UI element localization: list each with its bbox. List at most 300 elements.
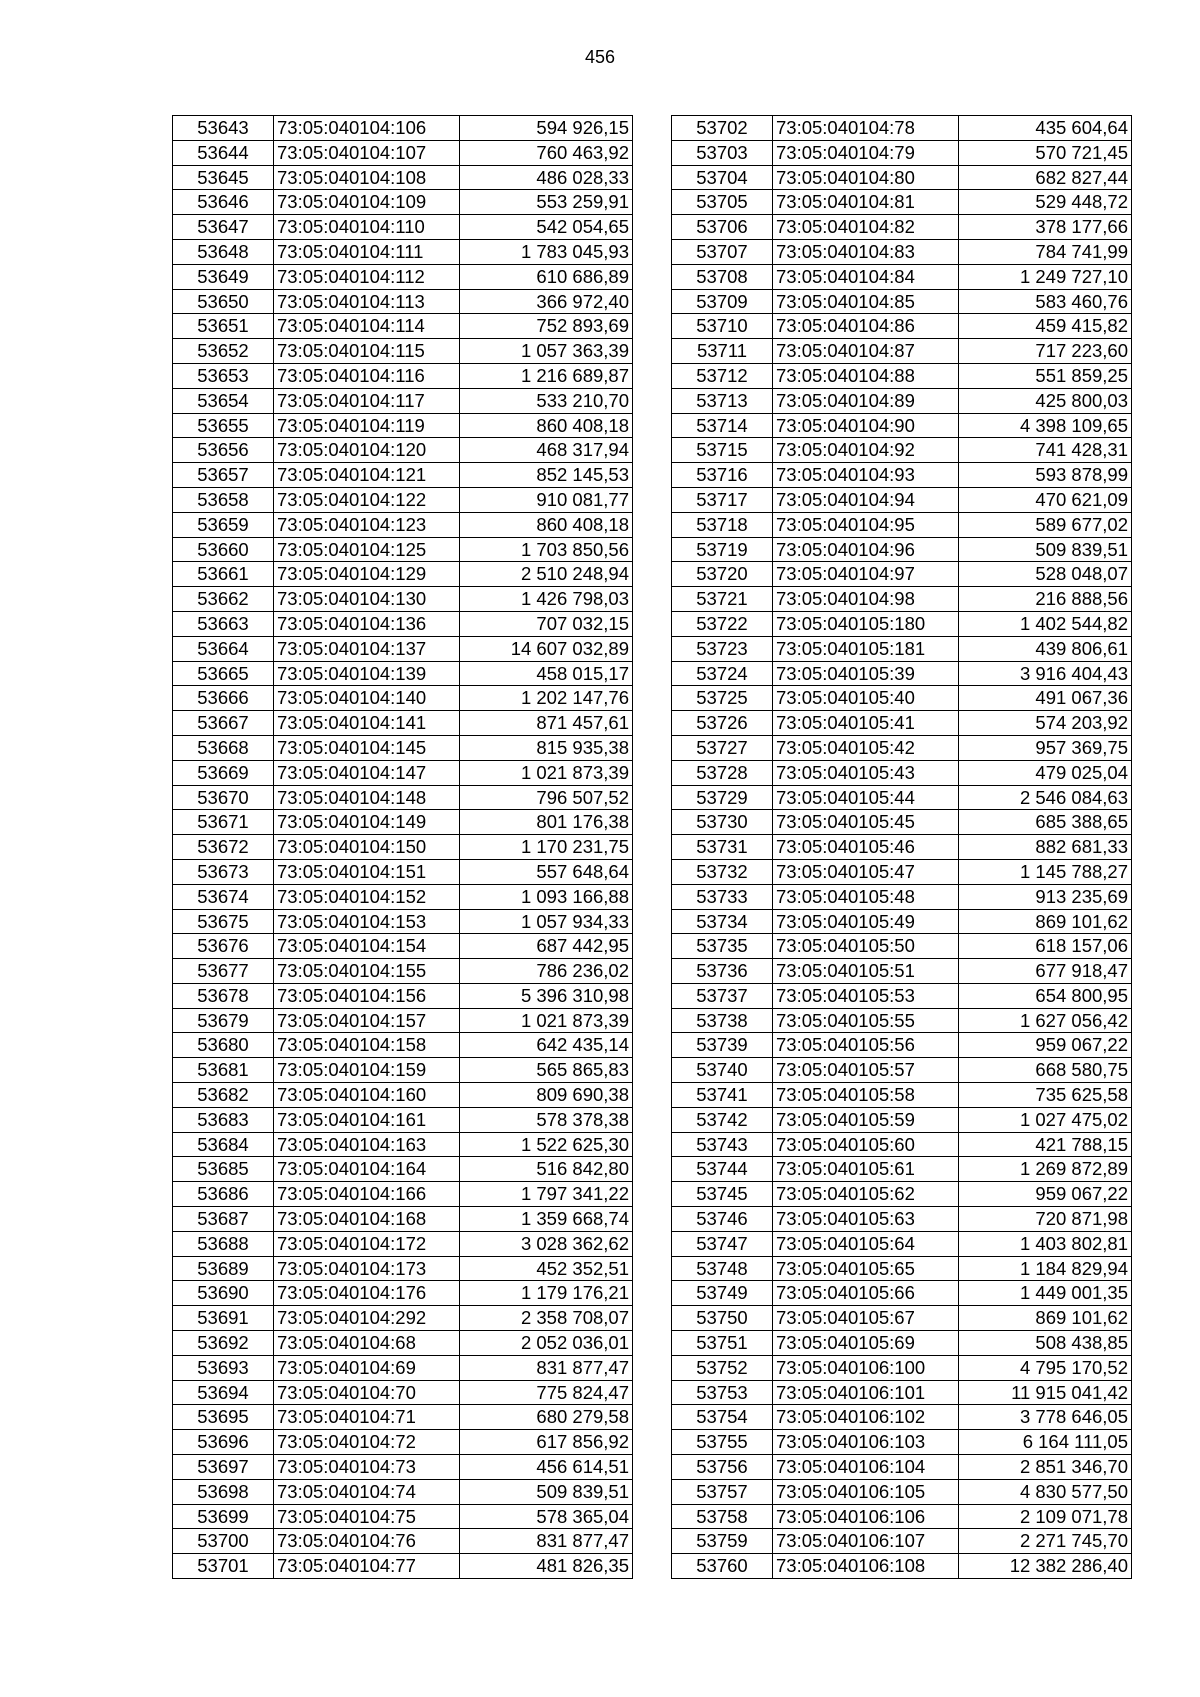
row-number-cell: 53660 [173,537,274,562]
cadastral-number-cell: 73:05:040104:78 [773,116,959,141]
value-cell: 542 054,65 [460,215,633,240]
table-row [173,1455,633,1480]
table-row [672,983,1132,1008]
table-row [672,438,1132,463]
table-row [173,909,633,934]
row-number-cell: 53725 [672,686,773,711]
table-row [672,859,1132,884]
row-number-cell: 53702 [672,116,773,141]
value-cell: 1 057 934,33 [460,909,633,934]
row-number-cell: 53681 [173,1058,274,1083]
cadastral-number-cell: 73:05:040104:157 [274,1008,460,1033]
row-number-cell: 53647 [173,215,274,240]
row-number-cell: 53699 [173,1504,274,1529]
row-number-cell: 53690 [173,1281,274,1306]
value-cell: 1 145 788,27 [959,859,1132,884]
row-number-cell: 53650 [173,289,274,314]
table-row [173,884,633,909]
table-row [173,314,633,339]
value-cell: 717 223,60 [959,339,1132,364]
row-number-cell: 53686 [173,1182,274,1207]
table-row [173,1231,633,1256]
table-row [672,537,1132,562]
row-number-cell: 53643 [173,116,274,141]
cadastral-number-cell: 73:05:040104:80 [773,165,959,190]
value-cell: 860 408,18 [460,413,633,438]
cadastral-number-cell: 73:05:040104:68 [274,1331,460,1356]
table-row [173,983,633,1008]
value-cell: 1 027 475,02 [959,1107,1132,1132]
value-cell: 959 067,22 [959,1033,1132,1058]
value-cell: 815 935,38 [460,735,633,760]
value-cell: 425 800,03 [959,388,1132,413]
row-number-cell: 53707 [672,239,773,264]
cadastral-number-cell: 73:05:040104:69 [274,1355,460,1380]
cadastral-number-cell: 73:05:040105:56 [773,1033,959,1058]
cadastral-number-cell: 73:05:040104:149 [274,810,460,835]
table-row [672,1256,1132,1281]
cadastral-number-cell: 73:05:040105:64 [773,1231,959,1256]
table-row [672,562,1132,587]
row-number-cell: 53732 [672,859,773,884]
row-number-cell: 53669 [173,760,274,785]
table-row [672,1306,1132,1331]
table-row [672,760,1132,785]
value-cell: 456 614,51 [460,1455,633,1480]
cadastral-number-cell: 73:05:040104:121 [274,463,460,488]
value-cell: 1 402 544,82 [959,611,1132,636]
row-number-cell: 53685 [173,1157,274,1182]
value-cell: 14 607 032,89 [460,636,633,661]
value-cell: 452 352,51 [460,1256,633,1281]
row-number-cell: 53718 [672,512,773,537]
table-row [672,611,1132,636]
row-number-cell: 53692 [173,1331,274,1356]
table-row [672,239,1132,264]
cadastral-number-cell: 73:05:040104:94 [773,487,959,512]
value-cell: 470 621,09 [959,487,1132,512]
table-row [173,413,633,438]
value-cell: 752 893,69 [460,314,633,339]
value-cell: 589 677,02 [959,512,1132,537]
row-number-cell: 53677 [173,959,274,984]
cadastral-number-cell: 73:05:040104:113 [274,289,460,314]
table-row [672,1058,1132,1083]
cadastral-number-cell: 73:05:040104:145 [274,735,460,760]
table-row [173,1479,633,1504]
cadastral-number-cell: 73:05:040104:153 [274,909,460,934]
value-cell: 594 926,15 [460,116,633,141]
value-cell: 642 435,14 [460,1033,633,1058]
row-number-cell: 53760 [672,1554,773,1579]
row-number-cell: 53666 [173,686,274,711]
value-cell: 2 052 036,01 [460,1331,633,1356]
value-cell: 871 457,61 [460,711,633,736]
right-register-table [671,115,1132,1579]
table-row [173,711,633,736]
table-row [672,835,1132,860]
table-row [173,1306,633,1331]
cadastral-number-cell: 73:05:040105:69 [773,1331,959,1356]
cadastral-number-cell: 73:05:040104:154 [274,934,460,959]
row-number-cell: 53682 [173,1083,274,1108]
row-number-cell: 53708 [672,264,773,289]
value-cell: 509 839,51 [959,537,1132,562]
row-number-cell: 53701 [173,1554,274,1579]
cadastral-number-cell: 73:05:040104:84 [773,264,959,289]
cadastral-number-cell: 73:05:040104:79 [773,140,959,165]
row-number-cell: 53734 [672,909,773,934]
value-cell: 459 415,82 [959,314,1132,339]
table-row [173,289,633,314]
value-cell: 583 460,76 [959,289,1132,314]
table-row [672,1455,1132,1480]
table-row [672,1355,1132,1380]
row-number-cell: 53717 [672,487,773,512]
table-row [173,562,633,587]
table-row [173,1033,633,1058]
row-number-cell: 53653 [173,363,274,388]
table-row [173,339,633,364]
row-number-cell: 53657 [173,463,274,488]
row-number-cell: 53719 [672,537,773,562]
table-row [672,1107,1132,1132]
value-cell: 1 703 850,56 [460,537,633,562]
table-row [672,264,1132,289]
row-number-cell: 53698 [173,1479,274,1504]
row-number-cell: 53674 [173,884,274,909]
row-number-cell: 53742 [672,1107,773,1132]
value-cell: 529 448,72 [959,190,1132,215]
cadastral-number-cell: 73:05:040104:107 [274,140,460,165]
value-cell: 1 202 147,76 [460,686,633,711]
row-number-cell: 53710 [672,314,773,339]
value-cell: 468 317,94 [460,438,633,463]
cadastral-number-cell: 73:05:040104:151 [274,859,460,884]
table-row [173,264,633,289]
cadastral-number-cell: 73:05:040104:71 [274,1405,460,1430]
cadastral-number-cell: 73:05:040104:161 [274,1107,460,1132]
cadastral-number-cell: 73:05:040105:57 [773,1058,959,1083]
cadastral-number-cell: 73:05:040104:173 [274,1256,460,1281]
table-row [173,1430,633,1455]
row-number-cell: 53735 [672,934,773,959]
cadastral-number-cell: 73:05:040105:61 [773,1157,959,1182]
value-cell: 11 915 041,42 [959,1380,1132,1405]
table-row [173,959,633,984]
cadastral-number-cell: 73:05:040104:97 [773,562,959,587]
row-number-cell: 53722 [672,611,773,636]
cadastral-number-cell: 73:05:040105:41 [773,711,959,736]
value-cell: 1 093 166,88 [460,884,633,909]
cadastral-number-cell: 73:05:040105:181 [773,636,959,661]
row-number-cell: 53646 [173,190,274,215]
cadastral-number-cell: 73:05:040104:89 [773,388,959,413]
value-cell: 486 028,33 [460,165,633,190]
table-row [672,1529,1132,1554]
page-number: 456 [584,47,616,67]
row-number-cell: 53658 [173,487,274,512]
row-number-cell: 53743 [672,1132,773,1157]
cadastral-number-cell: 73:05:040104:122 [274,487,460,512]
cadastral-number-cell: 73:05:040104:93 [773,463,959,488]
row-number-cell: 53751 [672,1331,773,1356]
table-row [173,686,633,711]
cadastral-number-cell: 73:05:040106:105 [773,1479,959,1504]
value-cell: 957 369,75 [959,735,1132,760]
table-row [173,1107,633,1132]
row-number-cell: 53648 [173,239,274,264]
value-cell: 551 859,25 [959,363,1132,388]
row-number-cell: 53668 [173,735,274,760]
value-cell: 860 408,18 [460,512,633,537]
cadastral-number-cell: 73:05:040105:48 [773,884,959,909]
value-cell: 3 028 362,62 [460,1231,633,1256]
table-row [173,760,633,785]
cadastral-number-cell: 73:05:040104:73 [274,1455,460,1480]
cadastral-number-cell: 73:05:040104:136 [274,611,460,636]
value-cell: 654 800,95 [959,983,1132,1008]
value-cell: 5 396 310,98 [460,983,633,1008]
cadastral-number-cell: 73:05:040104:90 [773,413,959,438]
cadastral-number-cell: 73:05:040104:75 [274,1504,460,1529]
value-cell: 509 839,51 [460,1479,633,1504]
cadastral-number-cell: 73:05:040104:156 [274,983,460,1008]
value-cell: 1 249 727,10 [959,264,1132,289]
value-cell: 796 507,52 [460,785,633,810]
row-number-cell: 53738 [672,1008,773,1033]
value-cell: 720 871,98 [959,1207,1132,1232]
cadastral-number-cell: 73:05:040104:152 [274,884,460,909]
cadastral-number-cell: 73:05:040105:58 [773,1083,959,1108]
table-row [173,1157,633,1182]
cadastral-number-cell: 73:05:040106:104 [773,1455,959,1480]
cadastral-number-cell: 73:05:040104:114 [274,314,460,339]
value-cell: 2 109 071,78 [959,1504,1132,1529]
row-number-cell: 53746 [672,1207,773,1232]
cadastral-number-cell: 73:05:040104:141 [274,711,460,736]
row-number-cell: 53730 [672,810,773,835]
value-cell: 852 145,53 [460,463,633,488]
table-row [173,810,633,835]
value-cell: 4 830 577,50 [959,1479,1132,1504]
row-number-cell: 53662 [173,587,274,612]
row-number-cell: 53749 [672,1281,773,1306]
table-row [672,1083,1132,1108]
value-cell: 2 851 346,70 [959,1455,1132,1480]
row-number-cell: 53696 [173,1430,274,1455]
row-number-cell: 53703 [672,140,773,165]
table-row [173,1331,633,1356]
cadastral-number-cell: 73:05:040105:67 [773,1306,959,1331]
table-row [173,1405,633,1430]
cadastral-number-cell: 73:05:040104:95 [773,512,959,537]
table-row [173,1380,633,1405]
cadastral-number-cell: 73:05:040104:168 [274,1207,460,1232]
cadastral-number-cell: 73:05:040104:98 [773,587,959,612]
table-row [672,587,1132,612]
table-row [672,1157,1132,1182]
value-cell: 1 359 668,74 [460,1207,633,1232]
table-row [173,463,633,488]
row-number-cell: 53726 [672,711,773,736]
cadastral-number-cell: 73:05:040106:102 [773,1405,959,1430]
table-row [672,1033,1132,1058]
table-row [173,859,633,884]
value-cell: 435 604,64 [959,116,1132,141]
value-cell: 707 032,15 [460,611,633,636]
row-number-cell: 53753 [672,1380,773,1405]
row-number-cell: 53665 [173,661,274,686]
cadastral-number-cell: 73:05:040104:70 [274,1380,460,1405]
value-cell: 1 269 872,89 [959,1157,1132,1182]
table-row [672,140,1132,165]
row-number-cell: 53667 [173,711,274,736]
cadastral-number-cell: 73:05:040105:63 [773,1207,959,1232]
row-number-cell: 53680 [173,1033,274,1058]
value-cell: 1 179 176,21 [460,1281,633,1306]
cadastral-number-cell: 73:05:040104:86 [773,314,959,339]
value-cell: 2 271 745,70 [959,1529,1132,1554]
cadastral-number-cell: 73:05:040104:111 [274,239,460,264]
table-row [672,339,1132,364]
row-number-cell: 53676 [173,934,274,959]
table-row [672,661,1132,686]
value-cell: 533 210,70 [460,388,633,413]
left-register-body [173,116,633,1579]
row-number-cell: 53687 [173,1207,274,1232]
row-number-cell: 53757 [672,1479,773,1504]
cadastral-number-cell: 73:05:040104:76 [274,1529,460,1554]
cadastral-number-cell: 73:05:040106:106 [773,1504,959,1529]
table-row [672,1504,1132,1529]
row-number-cell: 53755 [672,1430,773,1455]
row-number-cell: 53697 [173,1455,274,1480]
value-cell: 378 177,66 [959,215,1132,240]
row-number-cell: 53689 [173,1256,274,1281]
value-cell: 1 522 625,30 [460,1132,633,1157]
row-number-cell: 53655 [173,413,274,438]
cadastral-number-cell: 73:05:040104:96 [773,537,959,562]
value-cell: 2 510 248,94 [460,562,633,587]
left-register-table [172,115,633,1579]
cadastral-number-cell: 73:05:040105:65 [773,1256,959,1281]
value-cell: 553 259,91 [460,190,633,215]
value-cell: 1 184 829,94 [959,1256,1132,1281]
row-number-cell: 53663 [173,611,274,636]
cadastral-number-cell: 73:05:040105:39 [773,661,959,686]
table-row [173,1355,633,1380]
cadastral-number-cell: 73:05:040104:116 [274,363,460,388]
row-number-cell: 53748 [672,1256,773,1281]
row-number-cell: 53654 [173,388,274,413]
table-row [672,909,1132,934]
cadastral-number-cell: 73:05:040104:115 [274,339,460,364]
table-row [173,1008,633,1033]
value-cell: 869 101,62 [959,909,1132,934]
cadastral-number-cell: 73:05:040105:66 [773,1281,959,1306]
table-row [672,934,1132,959]
cadastral-number-cell: 73:05:040105:46 [773,835,959,860]
value-cell: 1 627 056,42 [959,1008,1132,1033]
value-cell: 565 865,83 [460,1058,633,1083]
table-row [672,1231,1132,1256]
cadastral-number-cell: 73:05:040104:147 [274,760,460,785]
table-row [672,363,1132,388]
value-cell: 617 856,92 [460,1430,633,1455]
table-row [173,735,633,760]
value-cell: 3 778 646,05 [959,1405,1132,1430]
value-cell: 12 382 286,40 [959,1554,1132,1579]
row-number-cell: 53695 [173,1405,274,1430]
cadastral-number-cell: 73:05:040104:109 [274,190,460,215]
row-number-cell: 53724 [672,661,773,686]
row-number-cell: 53664 [173,636,274,661]
cadastral-number-cell: 73:05:040105:53 [773,983,959,1008]
value-cell: 458 015,17 [460,661,633,686]
cadastral-number-cell: 73:05:040105:180 [773,611,959,636]
row-number-cell: 53739 [672,1033,773,1058]
cadastral-number-cell: 73:05:040104:163 [274,1132,460,1157]
row-number-cell: 53700 [173,1529,274,1554]
cadastral-number-cell: 73:05:040104:176 [274,1281,460,1306]
table-row [173,1083,633,1108]
cadastral-number-cell: 73:05:040104:120 [274,438,460,463]
table-row [672,1008,1132,1033]
row-number-cell: 53678 [173,983,274,1008]
table-row [672,785,1132,810]
cadastral-number-cell: 73:05:040104:160 [274,1083,460,1108]
table-row [173,1256,633,1281]
value-cell: 578 378,38 [460,1107,633,1132]
value-cell: 3 916 404,43 [959,661,1132,686]
row-number-cell: 53744 [672,1157,773,1182]
cadastral-number-cell: 73:05:040104:292 [274,1306,460,1331]
value-cell: 801 176,38 [460,810,633,835]
table-row [672,116,1132,141]
table-row [173,487,633,512]
row-number-cell: 53737 [672,983,773,1008]
table-row [672,1479,1132,1504]
cadastral-number-cell: 73:05:040106:107 [773,1529,959,1554]
row-number-cell: 53673 [173,859,274,884]
row-number-cell: 53659 [173,512,274,537]
cadastral-number-cell: 73:05:040104:123 [274,512,460,537]
cadastral-number-cell: 73:05:040106:108 [773,1554,959,1579]
row-number-cell: 53651 [173,314,274,339]
table-row [173,661,633,686]
row-number-cell: 53693 [173,1355,274,1380]
value-cell: 366 972,40 [460,289,633,314]
row-number-cell: 53649 [173,264,274,289]
value-cell: 4 398 109,65 [959,413,1132,438]
table-row [672,1207,1132,1232]
row-number-cell: 53683 [173,1107,274,1132]
right-register-body [672,116,1132,1579]
cadastral-number-cell: 73:05:040104:74 [274,1479,460,1504]
cadastral-number-cell: 73:05:040105:43 [773,760,959,785]
row-number-cell: 53671 [173,810,274,835]
value-cell: 1 449 001,35 [959,1281,1132,1306]
row-number-cell: 53727 [672,735,773,760]
row-number-cell: 53675 [173,909,274,934]
table-row [672,1281,1132,1306]
table-row [173,611,633,636]
cadastral-number-cell: 73:05:040104:155 [274,959,460,984]
table-row [173,388,633,413]
value-cell: 618 157,06 [959,934,1132,959]
value-cell: 1 057 363,39 [460,339,633,364]
